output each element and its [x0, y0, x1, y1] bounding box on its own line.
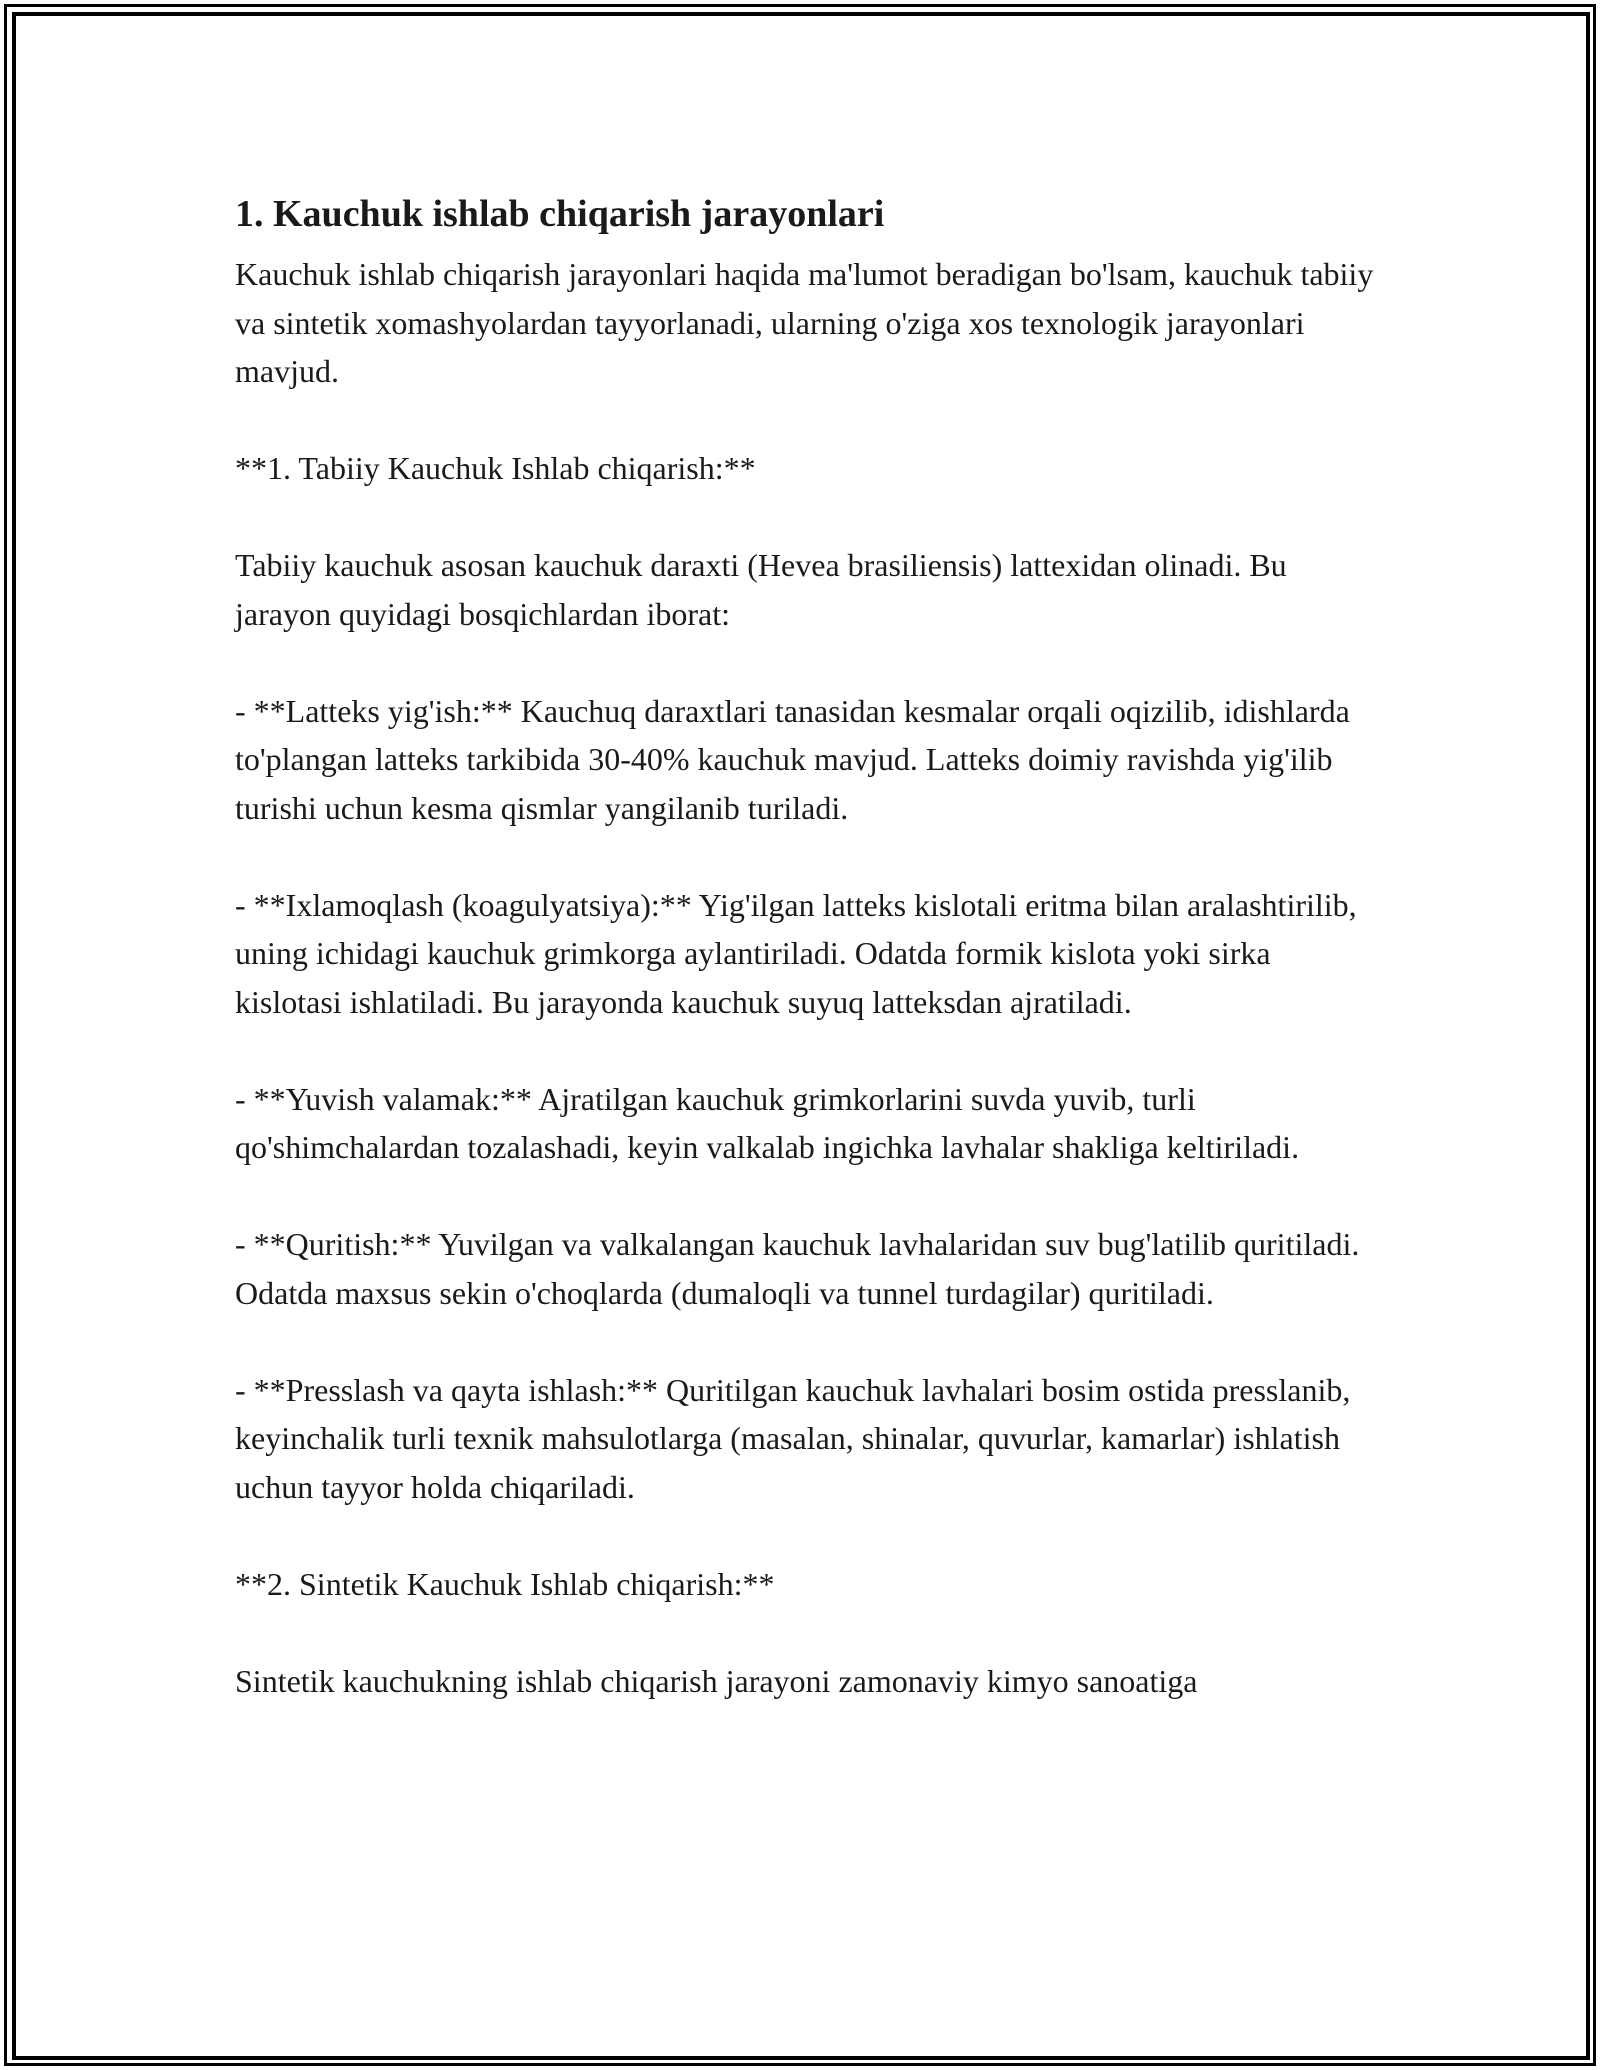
list-item-drying: - **Quritish:** Yuvilgan va valkalangan kauchuk lavhalaridan suv bug'latilib quritiladi. Odatda maxsus sekin o'choqlarda (dumaloqli va tunnel turdagilar) quritiladi.: [235, 1226, 1360, 1311]
paragraph-natural-intro: Tabiiy kauchuk asosan kauchuk daraxti (Hevea brasiliensis) lattexidan olinadi. Bu jarayon quyidagi bosqichlardan iborat:: [235, 547, 1287, 632]
list-item-latex-collection: - **Latteks yig'ish:** Kauchuq daraxtlari tanasidan kesmalar orqali oqizilib, idishlarda to'plangan latteks tarkibida 30-40% kauchuk mavjud. Latteks doimiy ravishda yig'ilib turishi uchun kesma qismlar yangilanib turiladi.: [235, 692, 1350, 826]
section-heading-synthetic: **2. Sintetik Kauchuk Ishlab chiqarish:**: [235, 1565, 775, 1602]
page-title: 1. Kauchuk ishlab chiqarish jarayonlari: [235, 193, 885, 235]
document-body: [235, 188, 1385, 1705]
section-heading-natural: **1. Tabiiy Kauchuk Ishlab chiqarish:**: [235, 450, 756, 486]
paragraph-intro: Kauchuk ishlab chiqarish jarayonlari haqida ma'lumot beradigan bo'lsam, kauchuk tabiiy va sintetik xomashyolardan tayyorlanadi, ularning o'ziga xos texnologik jarayonlari mavjud.: [235, 256, 1374, 389]
list-item-washing: - **Yuvish valamak:** Ajratilgan kauchuk grimkorlarini suvda yuvib, turli qo'shimchalardan tozalashadi, keyin valkalab ingichka lavhalar shakliga keltiriladi.: [235, 1080, 1300, 1165]
list-item-coagulation: - **Ixlamoqlash (koagulyatsiya):** Yig'ilgan latteks kislotali eritma bilan aralashtirilib, uning ichidagi kauchuk grimkorga aylantiriladi. Odatda formik kislota yoki sirka kislotasi ishlatiladi. Bu jarayonda kauchuk suyuq latteksdan ajratiladi.: [235, 886, 1357, 1020]
paragraph-synthetic-intro: Sintetik kauchukning ishlab chiqarish jarayoni zamonaviy kimyo sanoatiga: [235, 1662, 1198, 1699]
list-item-pressing: - **Presslash va qayta ishlash:** Quritilgan kauchuk lavhalari bosim ostida presslanib, keyinchalik turli texnik mahsulotlarga (masalan, shinalar, quvurlar, kamarlar) ishlatish uchun tayyor holda chiqariladi.: [235, 1371, 1351, 1505]
